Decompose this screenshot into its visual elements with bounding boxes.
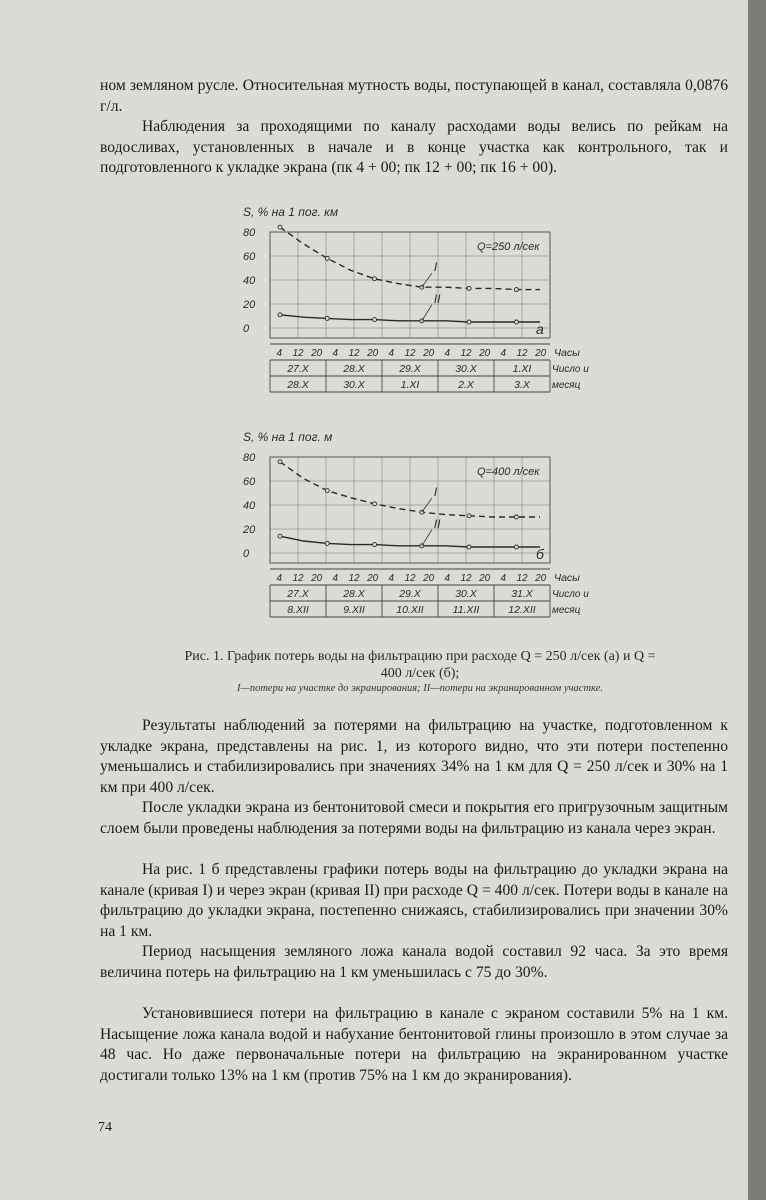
hour-label: 4 (332, 348, 339, 359)
data-point (325, 316, 329, 320)
hour-label: 20 (423, 348, 435, 359)
chart-b (215, 425, 589, 630)
data-point (278, 460, 282, 464)
hour-label: 12 (404, 573, 416, 584)
y-axis-label: S, % на 1 пог. м (243, 430, 333, 444)
data-point (325, 489, 329, 493)
paragraph-6: Период насыщения земляного ложа канала водой составил 92 часа. За это время величина потерь на фильтрацию на 1 км уменьшилась с 75 до 30%. (100, 943, 728, 981)
hour-label: 20 (311, 573, 323, 584)
series-I-label: I (433, 485, 438, 500)
hours-row-label: Часы (554, 347, 580, 359)
date-label-row1: 27.X (287, 588, 309, 600)
paragraph-7: Установившиеся потери на фильтрацию в канале с экраном составили 5% на 1 км. Насыщение ложа канала водой и набухание бентонитовой глины произошло в этом случае за 48 час. Но даже первоначальные потери на фильтрацию на экранированном участке достигали только 13% на 1 км (против 75% на 1 км до экранирования). (100, 1005, 728, 1084)
date-label-row2: 12.XII (508, 604, 536, 616)
y-tick-label: 40 (243, 275, 256, 287)
hour-label: 4 (500, 573, 507, 584)
panel-label: б (536, 546, 544, 562)
y-tick-label: 20 (243, 299, 256, 311)
chart-a (215, 200, 589, 410)
hour-label: 12 (516, 348, 528, 359)
hour-label: 4 (444, 573, 451, 584)
date-label-row1: 28.X (343, 588, 365, 600)
data-point (514, 515, 518, 519)
hour-label: 12 (292, 348, 304, 359)
dates-row-label: месяц (552, 380, 581, 391)
hour-label: 12 (460, 573, 472, 584)
date-label-row1: 28.X (343, 363, 365, 375)
hour-label: 4 (388, 348, 395, 359)
figure-caption-note: I—потери на участке до экранирования; II—потери на экранированном участке. (237, 683, 603, 694)
y-axis-label: S, % на 1 пог. км (243, 205, 339, 219)
data-point (278, 534, 282, 538)
date-label-row2: 10.XII (396, 604, 424, 616)
y-tick-label: 40 (243, 500, 256, 512)
data-point (467, 320, 471, 324)
data-point (373, 543, 377, 547)
hour-label: 12 (460, 348, 472, 359)
data-point (514, 288, 518, 292)
hour-label: 20 (479, 348, 491, 359)
data-point (278, 313, 282, 317)
hour-label: 4 (444, 348, 451, 359)
y-tick-label: 60 (243, 476, 256, 488)
flow-annotation: Q=400 л/сек (477, 466, 540, 478)
data-point (278, 225, 282, 229)
hour-label: 20 (367, 348, 379, 359)
hour-label: 12 (292, 573, 304, 584)
date-label-row2: 1.XI (400, 379, 420, 391)
data-point (373, 318, 377, 322)
hour-label: 12 (348, 348, 360, 359)
date-label-row1: 29.X (399, 588, 421, 600)
hour-label: 20 (479, 573, 491, 584)
hour-label: 20 (311, 348, 323, 359)
data-point (373, 277, 377, 281)
dates-row-label: месяц (552, 605, 581, 616)
date-label-row2: 3.X (514, 379, 530, 391)
data-point (514, 320, 518, 324)
hour-label: 20 (367, 573, 379, 584)
data-point (467, 545, 471, 549)
hour-label: 12 (404, 348, 416, 359)
data-point (467, 514, 471, 518)
data-point (373, 502, 377, 506)
series-I-label: I (433, 260, 438, 275)
y-tick-label: 0 (243, 323, 250, 335)
paragraph-2: Наблюдения за проходящими по каналу расходами воды велись по рейкам на водосливах, установленных в начале и в конце участка как контрольного, так и подготовленного к укладке экрана (пк 4 + 00; пк 12 + 00; пк 16 + 00). (100, 118, 728, 176)
data-point (325, 541, 329, 545)
date-label-row2: 8.XII (287, 604, 309, 616)
hour-label: 4 (500, 348, 507, 359)
date-label-row2: 11.XII (452, 604, 480, 616)
series-II-label: II (433, 291, 441, 306)
hour-label: 4 (332, 573, 339, 584)
hour-label: 4 (276, 348, 283, 359)
date-label-row1: 27.X (287, 363, 309, 375)
date-label-row2: 30.X (343, 379, 365, 391)
hour-label: 4 (276, 573, 283, 584)
date-label-row1: 29.X (399, 363, 421, 375)
date-label-row1: 30.X (455, 588, 477, 600)
y-tick-label: 80 (243, 227, 256, 239)
hour-label: 20 (535, 573, 547, 584)
paragraph-5: На рис. 1 б представлены графики потерь воды на фильтрацию до укладки экрана на канале (кривая I) и через экран (кривая II) при расходе Q = 400 л/сек. Потери воды в канале на фильтрацию до укладки экрана, постепенно снижаясь, стабилизировались при значении 30% на 1 км. (100, 861, 728, 940)
series-II-leader (422, 530, 432, 546)
hours-row-label: Часы (554, 572, 580, 584)
date-label-row2: 28.X (287, 379, 309, 391)
y-tick-label: 80 (243, 452, 256, 464)
data-point (467, 286, 471, 290)
page-number: 74 (98, 1120, 112, 1135)
hour-label: 20 (423, 573, 435, 584)
dates-row-label: Число и (552, 589, 589, 600)
data-point (325, 256, 329, 260)
flow-annotation: Q=250 л/сек (477, 241, 540, 253)
paragraph-3: Результаты наблюдений за потерями на фильтрацию на участке, подготовленном к укладке экрана, представлены на рис. 1, из которого видно, что эти потери постепенно уменьшались и стабилизировались при значениях 34% на 1 км для Q = 250 л/сек и 30% на 1 км при 400 л/сек. (100, 717, 728, 796)
figure-caption: Рис. 1. График потерь воды на фильтрацию при расходе Q = 250 л/сек (а) и Q = 400 л/сек (б); (184, 649, 656, 681)
paragraph-4: После укладки экрана из бентонитовой смеси и покрытия его пригрузочным защитным слоем были проведены наблюдения за потерями воды на фильтрацию из канала через экран. (100, 799, 728, 837)
y-tick-label: 20 (243, 524, 256, 536)
page-edge-shadow (748, 0, 766, 1200)
dates-row-label: Число и (552, 364, 589, 375)
panel-label: а (536, 321, 544, 337)
date-label-row1: 1.XI (512, 363, 532, 375)
hour-label: 12 (516, 573, 528, 584)
y-tick-label: 60 (243, 251, 256, 263)
series-II-label: II (433, 516, 441, 531)
date-label-row2: 2.X (458, 379, 474, 391)
hour-label: 20 (535, 348, 547, 359)
series-II-leader (422, 305, 432, 321)
y-tick-label: 0 (243, 548, 250, 560)
hour-label: 12 (348, 573, 360, 584)
date-label-row1: 30.X (455, 363, 477, 375)
data-point (514, 545, 518, 549)
date-label-row1: 31.X (511, 588, 533, 600)
hour-label: 4 (388, 573, 395, 584)
paragraph-1: ном земляном русле. Относительная мутность воды, поступающей в канал, составляла 0,0876 г/л. (100, 77, 728, 115)
date-label-row2: 9.XII (343, 604, 365, 616)
